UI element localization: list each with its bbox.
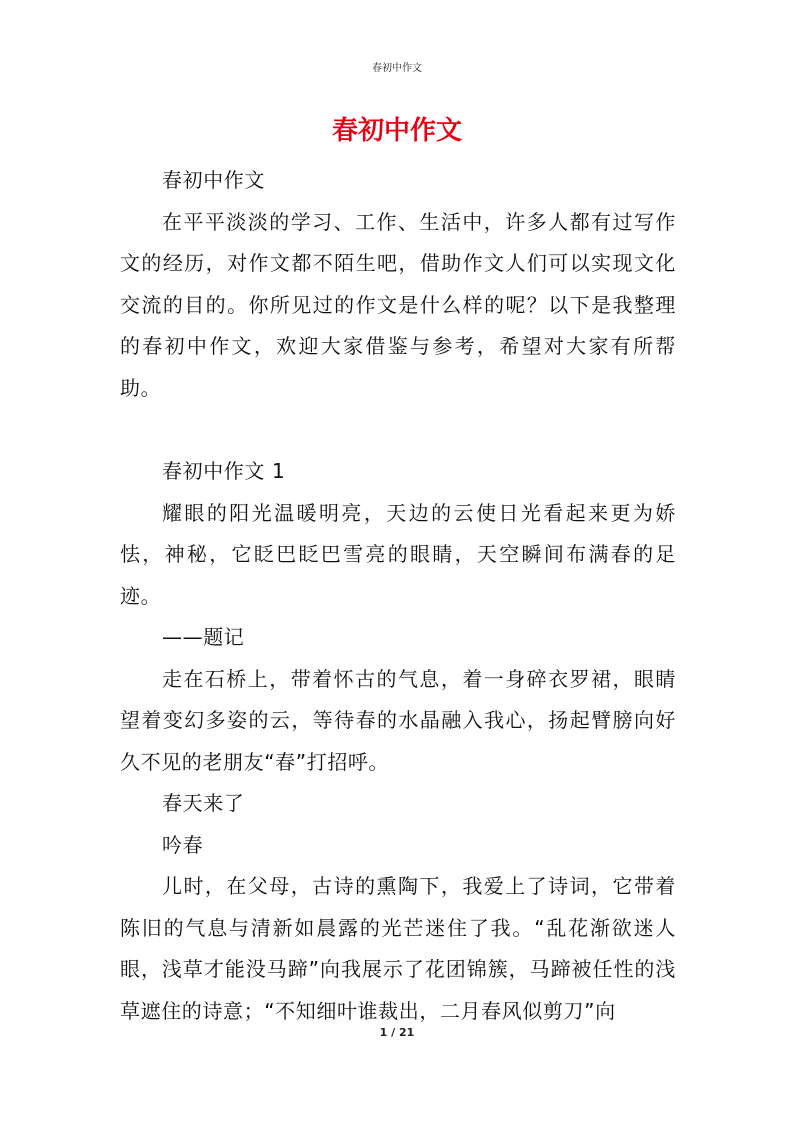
essay-subheading: 吟春 xyxy=(162,832,204,857)
intro-section xyxy=(120,160,676,409)
running-header: 春初中作文 xyxy=(372,63,422,74)
essay-paragraph: 儿时，在父母，古诗的熏陶下，我爱上了诗词，它带着陈旧的气息与清新如晨露的光芒迷住了我。“乱花渐欲迷人眼，浅草才能没马蹄”向我展示了花团锦簇，马蹄被任性的浅草遮住的诗意；“不知细叶谁裁出，二月春风似剪刀”向 xyxy=(120,874,676,1023)
essay-heading: 春初中作文 1 xyxy=(162,459,286,483)
essay-section xyxy=(120,451,676,1032)
essay-paragraph: 走在石桥上，带着怀古的气息，着一身碎衣罗裙，眼睛望着变幻多姿的云，等待春的水晶融入我心，扬起臂膀向好久不见的老朋友“春”打招呼。 xyxy=(120,666,676,774)
essay-paragraph: 耀眼的阳光温暖明亮，天边的云使日光看起来更为娇怯，神秘，它眨巴眨巴雪亮的眼睛，天空瞬间布满春的足迹。 xyxy=(120,500,676,608)
intro-heading: 春初中作文 xyxy=(162,168,265,192)
intro-paragraph: 在平平淡淡的学习、工作、生活中，许多人都有过写作文的经历，对作文都不陌生吧，借助作文人们可以实现文化交流的目的。你所见过的作文是什么样的呢？以下是我整理的春初中作文，欢迎大家借鉴与参考，希望对大家有所帮助。 xyxy=(120,209,676,400)
header-divider xyxy=(120,80,674,81)
page-number: 1 / 21 xyxy=(379,1026,415,1039)
essay-epigraph-label: ——题记 xyxy=(162,625,245,649)
document-title: 春初中作文 xyxy=(331,116,462,146)
essay-subheading: 春天来了 xyxy=(162,791,245,815)
